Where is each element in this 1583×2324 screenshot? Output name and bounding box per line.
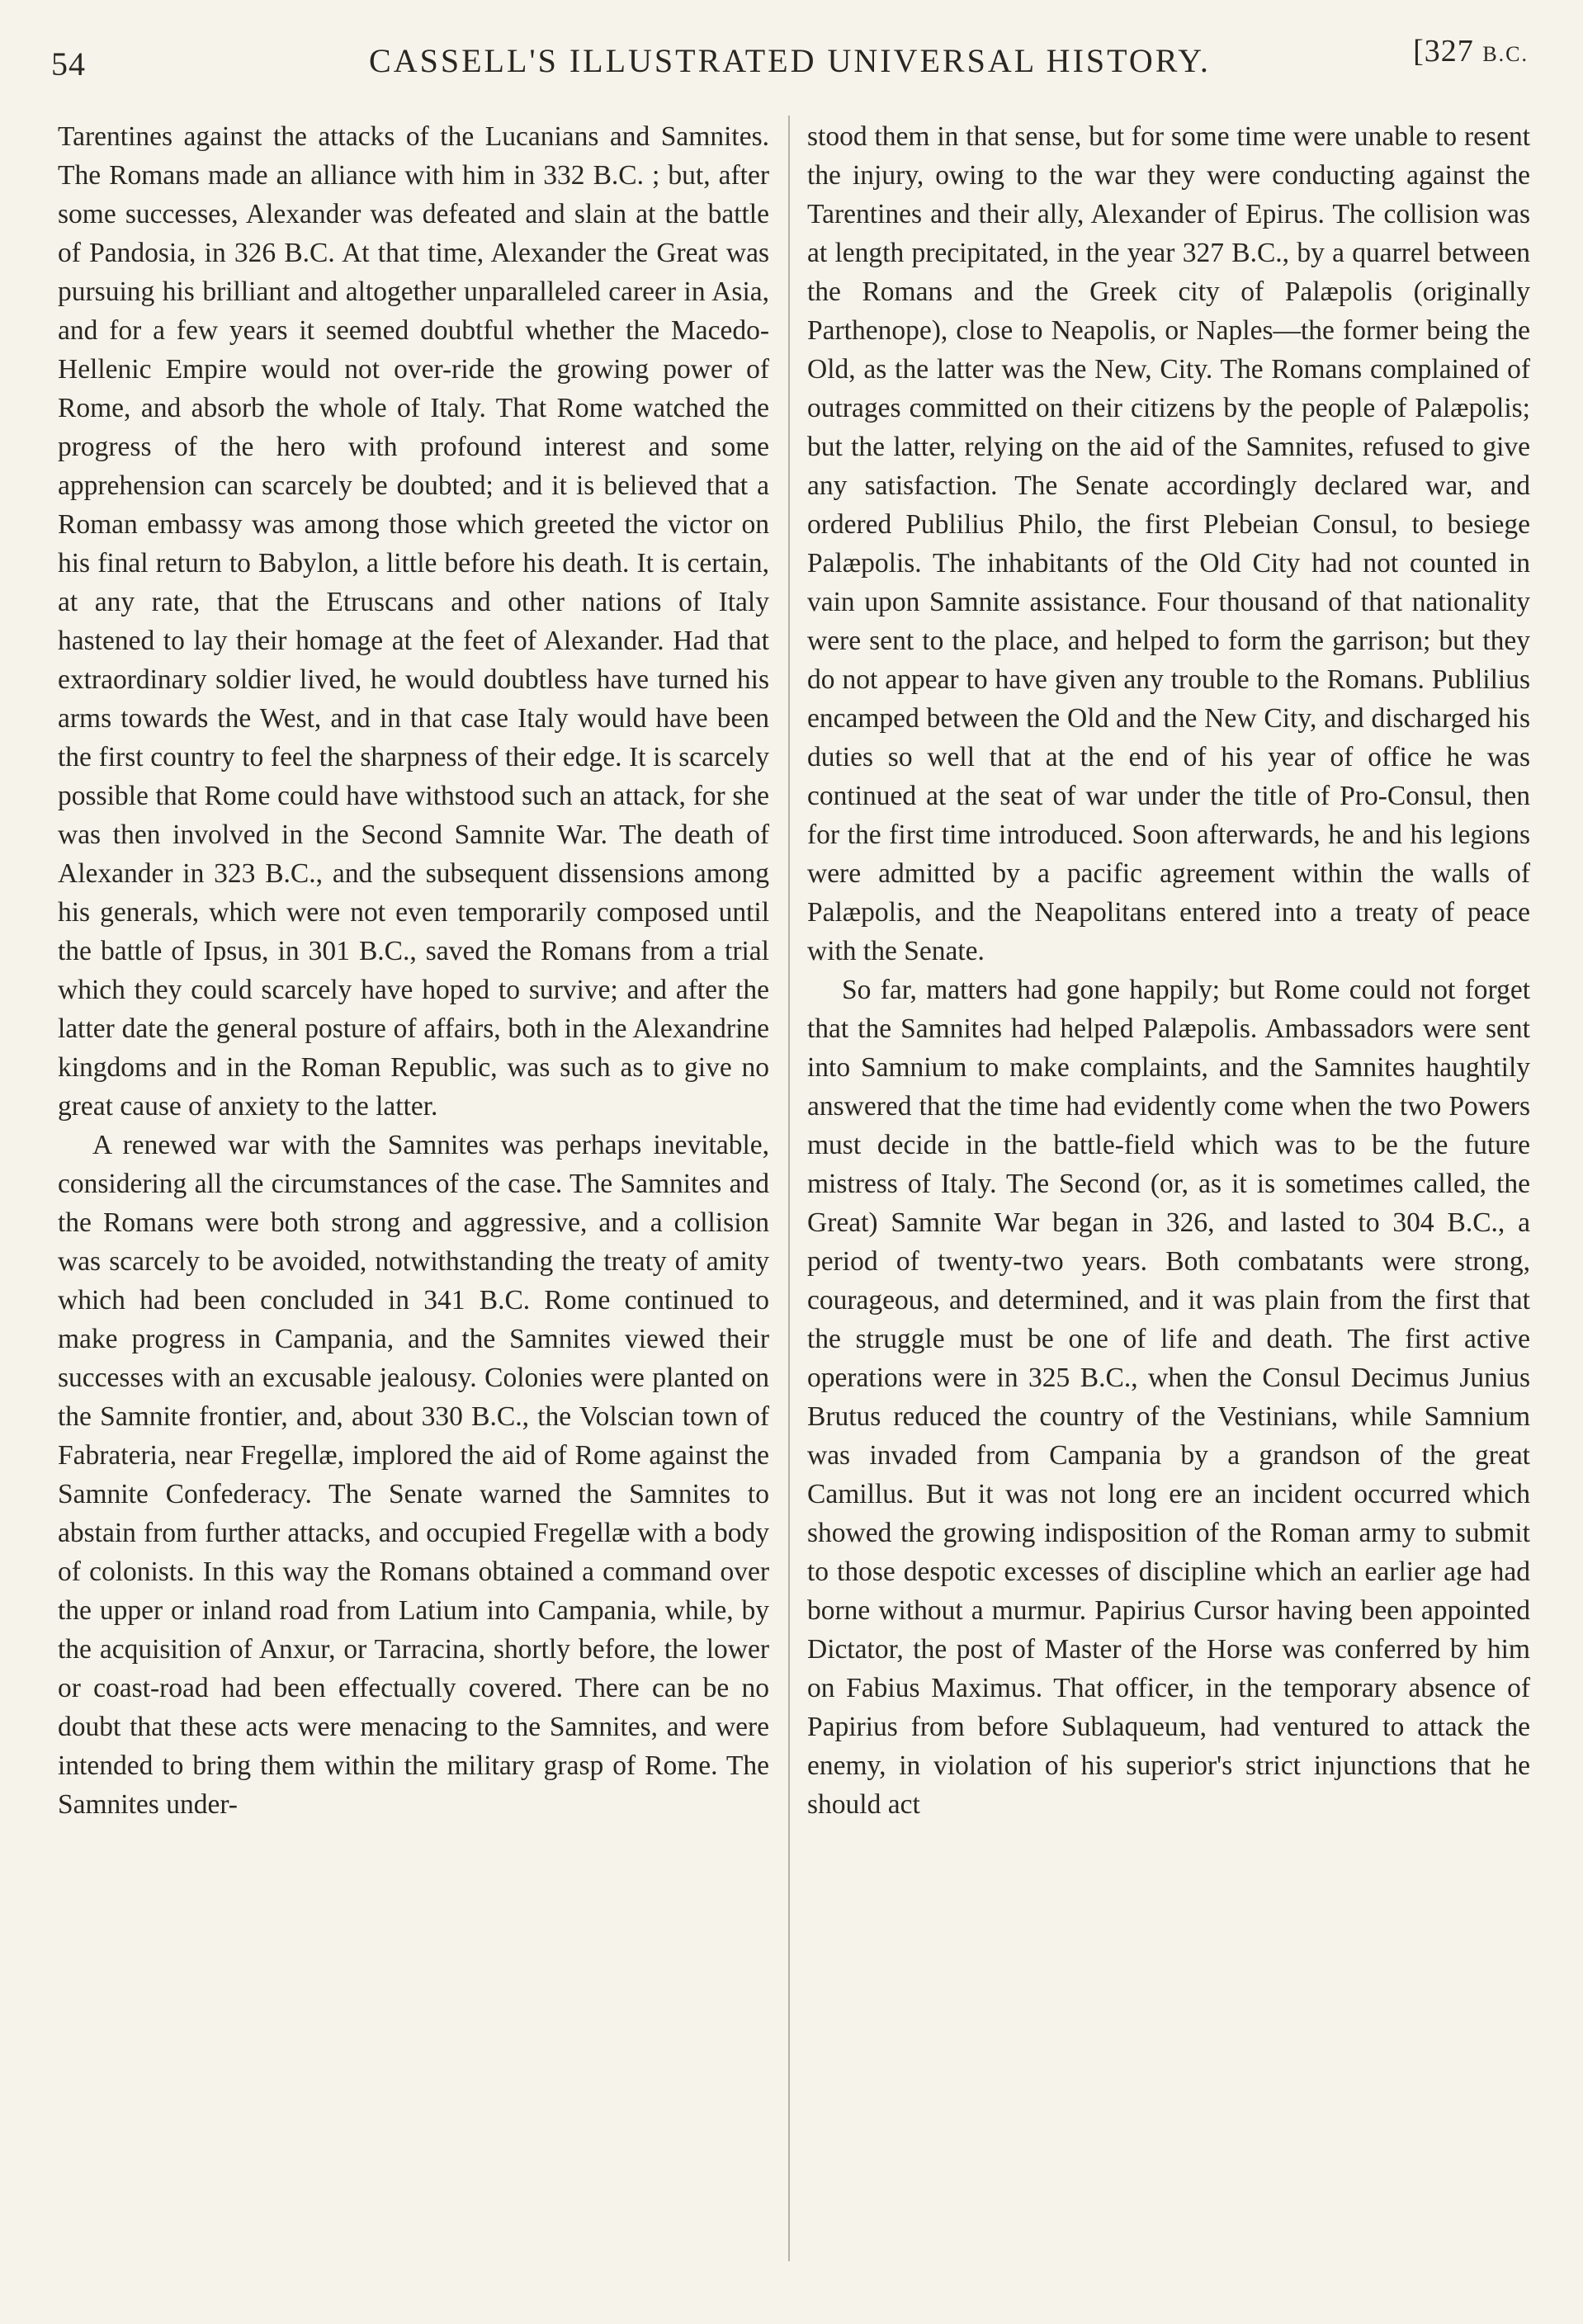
paragraph: stood them in that sense, but for some time were unable to resent the injury, owing to the war they were conducting against the Tarentines and their ally, Alexander of Epirus. The collision was at length precipitated, in the year 327 B.C., by a quarrel between the Romans and the Greek city of Palæpolis (originally Parthenope), close to Neapolis, or Naples—the former being the Old, as the latter was the New, City. The Romans complained of outrages committed on their citizens by the people of Palæpolis; but the latter, relying on the aid of the Samnites, refused to give any satisfaction. The Senate accordingly declared war, and ordered Publilius Philo, the first Plebeian Consul, to besiege Palæpolis. The inhabitants of the Old City had not counted in vain upon Samnite assistance. Four thousand of that nationality were sent to the place, and helped to form the garrison; but they do not appear to have given any trouble to the Romans. Publilius encamped between the Old and the New City, and discharged his duties so well that at the end of his year of office he was continued at the seat of war under the title of Pro-Consul, then for the first time introduced. Soon afterwards, he and his legions were admitted by a pacific agreement within the walls of Palæpolis, and the Neapolitans entered into a treaty of peace with the Senate. [807,121,1530,966]
date-marker [1413,33,1529,69]
date-marker-year: [327 [1413,34,1474,68]
paragraph: So far, matters had gone happily; but Rome could not forget that the Samnites had helped Palæpolis. Ambassadors were sent into Samnium to make complaints, and the Samnites haughtily answered that the time had evidently come when the two Powers must decide in the battle-field which was to be the future mistress of Italy. The Second (or, as it is sometimes called, the Great) Samnite War began in 326, and lasted to 304 B.C., a period of twenty-two years. Both combatants were strong, courageous, and determined, and it was plain from the first that the struggle must be one of life and death. The first active operations were in 325 B.C., when the Consul Decimus Junius Brutus reduced the country of the Vestinians, while Samnium was invaded from Campania by a grandson of the great Camillus. But it was not long ere an incident occurred which showed the growing indisposition of the Roman army to submit to those despotic excesses of discipline which an earlier age had borne without a murmur. Papirius Cursor having been appointed Dictator, the post of Master of the Horse was conferred by him on Fabius Maximus. That officer, in the temporary absence of Papirius from before Sublaqueum, had ventured to attack the enemy, in violation of his superior's strict injunctions that he should act [807,975,1530,1820]
date-marker-era: B.C. [1482,42,1529,66]
running-title: CASSELL'S ILLUSTRATED UNIVERSAL HISTORY. [369,42,1211,79]
paragraph: Tarentines against the attacks of the Lucanians and Samnites. The Romans made an alliance with him in 332 B.C. ; but, after some successes, Alexander was defeated and slain at the battle of Pandosia, in 326 B.C. At that time, Alexander the Great was pursuing his brilliant and altogether unparalleled career in Asia, and for a few years it seemed doubtful whether the Macedo-Hellenic Empire would not over-ride the growing power of Rome, and absorb the whole of Italy. That Rome watched the progress of the hero with profound interest and some apprehension can scarcely be doubted; and it is believed that a Roman embassy was among those which greeted the victor on his final return to Babylon, a little before his death. It is certain, at any rate, that the Etruscans and other nations of Italy hastened to lay their homage at the feet of Alexander. Had that extraordinary soldier lived, he would doubtless have turned his arms towards the West, and in that case Italy would have been the first country to feel the sharpness of their edge. It is scarcely possible that Rome could have withstood such an attack, for she was then involved in the Second Samnite War. The death of Alexander in 323 B.C., and the subsequent dissensions among his generals, which were not even temporarily composed until the battle of Ipsus, in 301 B.C., saved the Romans from a trial which they could scarcely have hoped to survive; and after the latter date the general posture of affairs, both in the Alexandrine kingdoms and in the Roman Republic, was such as to give no great cause of anxiety to the latter. [58,121,769,1122]
column-divider [788,116,790,2261]
right-column [807,117,1530,1824]
paragraph: A renewed war with the Samnites was perhaps inevitable, considering all the circumstances of the case. The Samnites and the Romans were both strong and aggressive, and a collision was scarcely to be avoided, notwithstanding the treaty of amity which had been concluded in 341 B.C. Rome continued to make progress in Campania, and the Samnites viewed their successes with an excusable jealousy. Colonies were planted on the Samnite frontier, and, about 330 B.C., the Volscian town of Fabrateria, near Fregellæ, implored the aid of Rome against the Samnite Confederacy. The Senate warned the Samnites to abstain from further attacks, and occupied Fregellæ with a body of colonists. In this way the Romans obtained a command over the upper or inland road from Latium into Campania, while, by the acquisition of Anxur, or Tarracina, shortly before, the lower or coast-road had been effectually covered. There can be no doubt that these acts were menacing to the Samnites, and were intended to bring them within the military grasp of Rome. The Samnites under- [58,1130,769,1820]
page-header [51,33,1529,91]
page-number: 54 [51,45,86,83]
left-column [58,117,769,1824]
